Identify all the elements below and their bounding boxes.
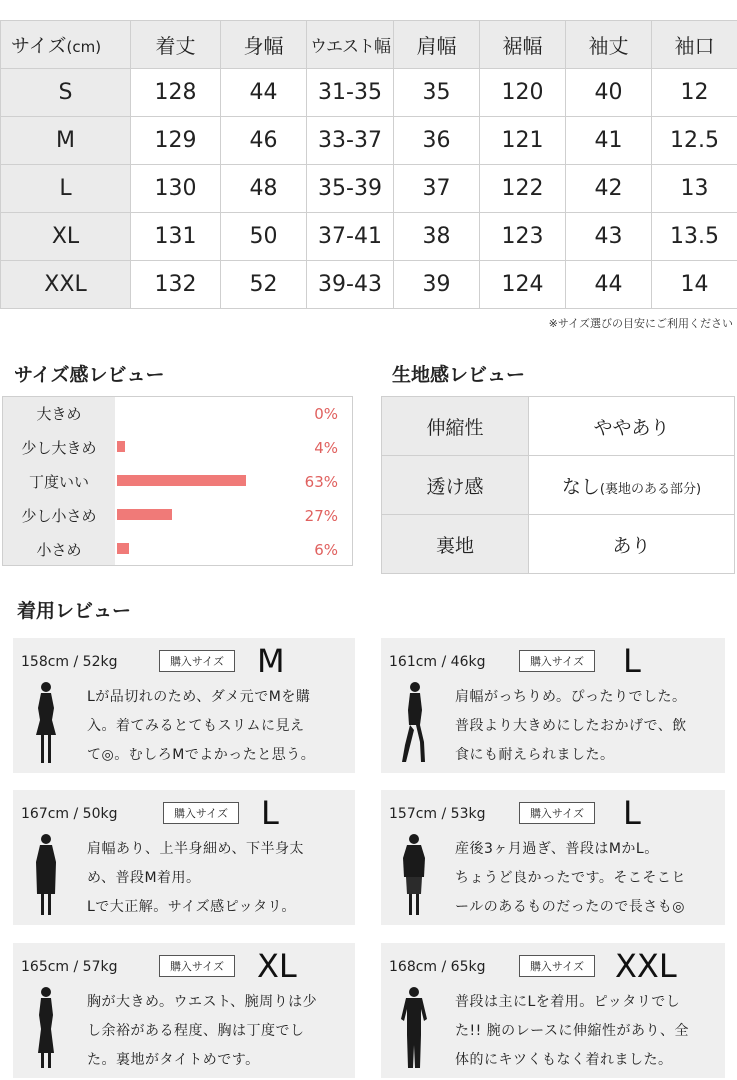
height-weight: 165cm / 57kg (21, 959, 118, 975)
size-cell: XL (1, 213, 131, 261)
purchase-size: L (623, 642, 641, 680)
table-row (382, 397, 735, 456)
fit-bar (117, 441, 125, 452)
review-comment (455, 683, 717, 770)
height-weight: 168cm / 65kg (389, 959, 486, 975)
review-comment (455, 988, 717, 1075)
height-weight: 161cm / 46kg (389, 654, 486, 670)
table-cell: 12.5 (652, 117, 737, 165)
table-cell: 39 (394, 261, 480, 309)
comment-line: 入。着てみるとてもスリムに見え (87, 718, 305, 734)
height-weight: 157cm / 53kg (389, 806, 486, 822)
comment-line: た!! 腕のレースに伸縮性があり、全 (455, 1023, 689, 1039)
column-header: 裾幅 (480, 21, 566, 69)
comment-line: 産後3ヶ月過ぎ、普段はMかL。 (455, 841, 659, 857)
fit-review-chart (2, 396, 353, 566)
review-card (13, 943, 355, 1078)
table-cell: 38 (394, 213, 480, 261)
comment-line: 体的にキツくもなく着れました。 (455, 1052, 673, 1068)
comment-line: Lが品切れのため、ダメ元でMを購 (87, 689, 311, 705)
comment-line: て◎。むしろMでよかったと思う。 (87, 747, 316, 763)
table-cell: 121 (480, 117, 566, 165)
fabric-value-text: あり (612, 534, 651, 557)
purchase-size: XL (257, 947, 297, 985)
fabric-value (529, 397, 735, 456)
fabric-value-text: ややあり (593, 416, 670, 439)
table-cell: 132 (131, 261, 221, 309)
fit-row (3, 465, 352, 499)
table-cell: 52 (221, 261, 307, 309)
table-row (382, 515, 735, 574)
fit-row (3, 431, 352, 465)
fit-percent: 63% (304, 473, 338, 491)
size-table (0, 20, 737, 309)
review-comment (87, 835, 349, 922)
table-cell: 50 (221, 213, 307, 261)
table-row (1, 117, 737, 165)
purchase-size-label: 購入サイズ (163, 802, 239, 824)
fabric-label: 透け感 (382, 456, 529, 515)
purchase-size: M (257, 642, 285, 680)
fit-row (3, 499, 352, 533)
size-table-header-row (1, 21, 737, 69)
size-cell: XXL (1, 261, 131, 309)
column-header: 着丈 (131, 21, 221, 69)
size-cell: M (1, 117, 131, 165)
table-cell: 35-39 (307, 165, 394, 213)
fit-label: 小さめ (36, 541, 82, 559)
review-card (13, 790, 355, 925)
comment-line: 胸が大きめ。ウエスト、腕周りは少 (87, 994, 318, 1010)
woman-long-dress-icon (31, 985, 61, 1070)
table-cell: 40 (566, 69, 652, 117)
fabric-value (529, 515, 735, 574)
table-row (1, 261, 737, 309)
fit-bar (117, 509, 172, 520)
fit-bar (117, 475, 246, 486)
fabric-review-title: 生地感レビュー (392, 364, 526, 386)
fabric-label: 伸縮性 (382, 397, 529, 456)
comment-line: 普段は主にLを着用。ピッタリでし (455, 994, 681, 1010)
fit-label: 少し大きめ (21, 439, 97, 457)
purchase-size: L (261, 794, 279, 832)
size-cell: L (1, 165, 131, 213)
comment-line: し余裕がある程度、胸は丁度でし (87, 1023, 305, 1039)
table-cell: 46 (221, 117, 307, 165)
comment-line: 食にも耐えられました。 (455, 747, 615, 763)
fit-label: 丁度いい (28, 473, 89, 491)
purchase-size-label: 購入サイズ (519, 650, 595, 672)
fabric-value-note: (裏地のある部分) (599, 481, 702, 497)
table-row (1, 69, 737, 117)
fit-percent: 4% (314, 439, 338, 457)
fit-percent: 0% (314, 405, 338, 423)
height-weight: 167cm / 50kg (21, 806, 118, 822)
column-header: 身幅 (221, 21, 307, 69)
woman-standing-icon (399, 985, 429, 1070)
comment-line: め、普段M着用。 (87, 870, 201, 886)
comment-line: 肩幅あり、上半身細め、下半身太 (87, 841, 304, 857)
fit-label: 大きめ (36, 405, 82, 423)
woman-coat-icon (31, 832, 61, 917)
table-cell: 42 (566, 165, 652, 213)
purchase-size-label: 購入サイズ (159, 955, 235, 977)
table-row (1, 213, 737, 261)
size-label: サイズ (11, 35, 67, 57)
wear-review-title: 着用レビュー (17, 600, 132, 622)
fabric-label: 裏地 (382, 515, 529, 574)
table-cell: 36 (394, 117, 480, 165)
review-card (381, 638, 725, 773)
size-table-corner (1, 21, 131, 69)
table-cell: 13 (652, 165, 737, 213)
table-cell: 129 (131, 117, 221, 165)
fit-row (3, 397, 352, 431)
comment-line: 普段より大きめにしたおかげで、飲 (455, 718, 687, 734)
table-cell: 122 (480, 165, 566, 213)
table-cell: 37-41 (307, 213, 394, 261)
purchase-size-label: 購入サイズ (519, 955, 595, 977)
table-cell: 14 (652, 261, 737, 309)
table-cell: 35 (394, 69, 480, 117)
woman-jacket-icon (399, 832, 429, 917)
table-cell: 43 (566, 213, 652, 261)
table-row (1, 165, 737, 213)
table-cell: 44 (221, 69, 307, 117)
fit-label: 少し小さめ (21, 507, 97, 525)
comment-line: 肩幅がっちりめ。ぴったりでした。 (455, 689, 687, 705)
table-cell: 37 (394, 165, 480, 213)
purchase-size: XXL (615, 947, 677, 985)
review-comment (87, 683, 349, 770)
fit-bar (117, 543, 129, 554)
fit-row (3, 533, 352, 567)
table-cell: 12 (652, 69, 737, 117)
review-card (13, 638, 355, 773)
table-cell: 41 (566, 117, 652, 165)
table-cell: 13.5 (652, 213, 737, 261)
comment-line: ールのあるものだったので長さも◎ (455, 899, 685, 915)
fit-percent: 6% (314, 541, 338, 559)
review-comment (455, 835, 717, 922)
table-cell: 123 (480, 213, 566, 261)
purchase-size-label: 購入サイズ (159, 650, 235, 672)
size-note: ※サイズ選びの目安にご利用ください (548, 317, 733, 330)
table-cell: 44 (566, 261, 652, 309)
table-cell: 120 (480, 69, 566, 117)
column-header: ウエスト幅 (307, 21, 394, 69)
table-cell: 131 (131, 213, 221, 261)
table-cell: 130 (131, 165, 221, 213)
table-cell: 124 (480, 261, 566, 309)
fit-percent: 27% (304, 507, 338, 525)
fabric-value-text: なし (561, 475, 600, 498)
comment-line: ちょうど良かったです。そこそこヒ (455, 870, 686, 886)
fabric-value (529, 456, 735, 515)
comment-line: Lで大正解。サイズ感ピッタリ。 (87, 899, 296, 915)
table-cell: 128 (131, 69, 221, 117)
table-cell: 31-35 (307, 69, 394, 117)
review-card (381, 790, 725, 925)
height-weight: 158cm / 52kg (21, 654, 118, 670)
table-cell: 48 (221, 165, 307, 213)
fit-review-title: サイズ感レビュー (14, 364, 165, 386)
woman-dress-icon (31, 680, 61, 765)
fabric-review-table (381, 396, 735, 574)
column-header: 袖口 (652, 21, 737, 69)
comment-line: た。裏地がタイトめです。 (87, 1052, 260, 1068)
purchase-size-label: 購入サイズ (519, 802, 595, 824)
table-cell: 39-43 (307, 261, 394, 309)
column-header: 肩幅 (394, 21, 480, 69)
table-cell: 33-37 (307, 117, 394, 165)
size-cell: S (1, 69, 131, 117)
unit-label: (cm) (66, 38, 102, 56)
column-header: 袖丈 (566, 21, 652, 69)
review-comment (87, 988, 349, 1075)
review-card (381, 943, 725, 1078)
woman-walking-icon (399, 680, 429, 765)
table-row (382, 456, 735, 515)
purchase-size: L (623, 794, 641, 832)
